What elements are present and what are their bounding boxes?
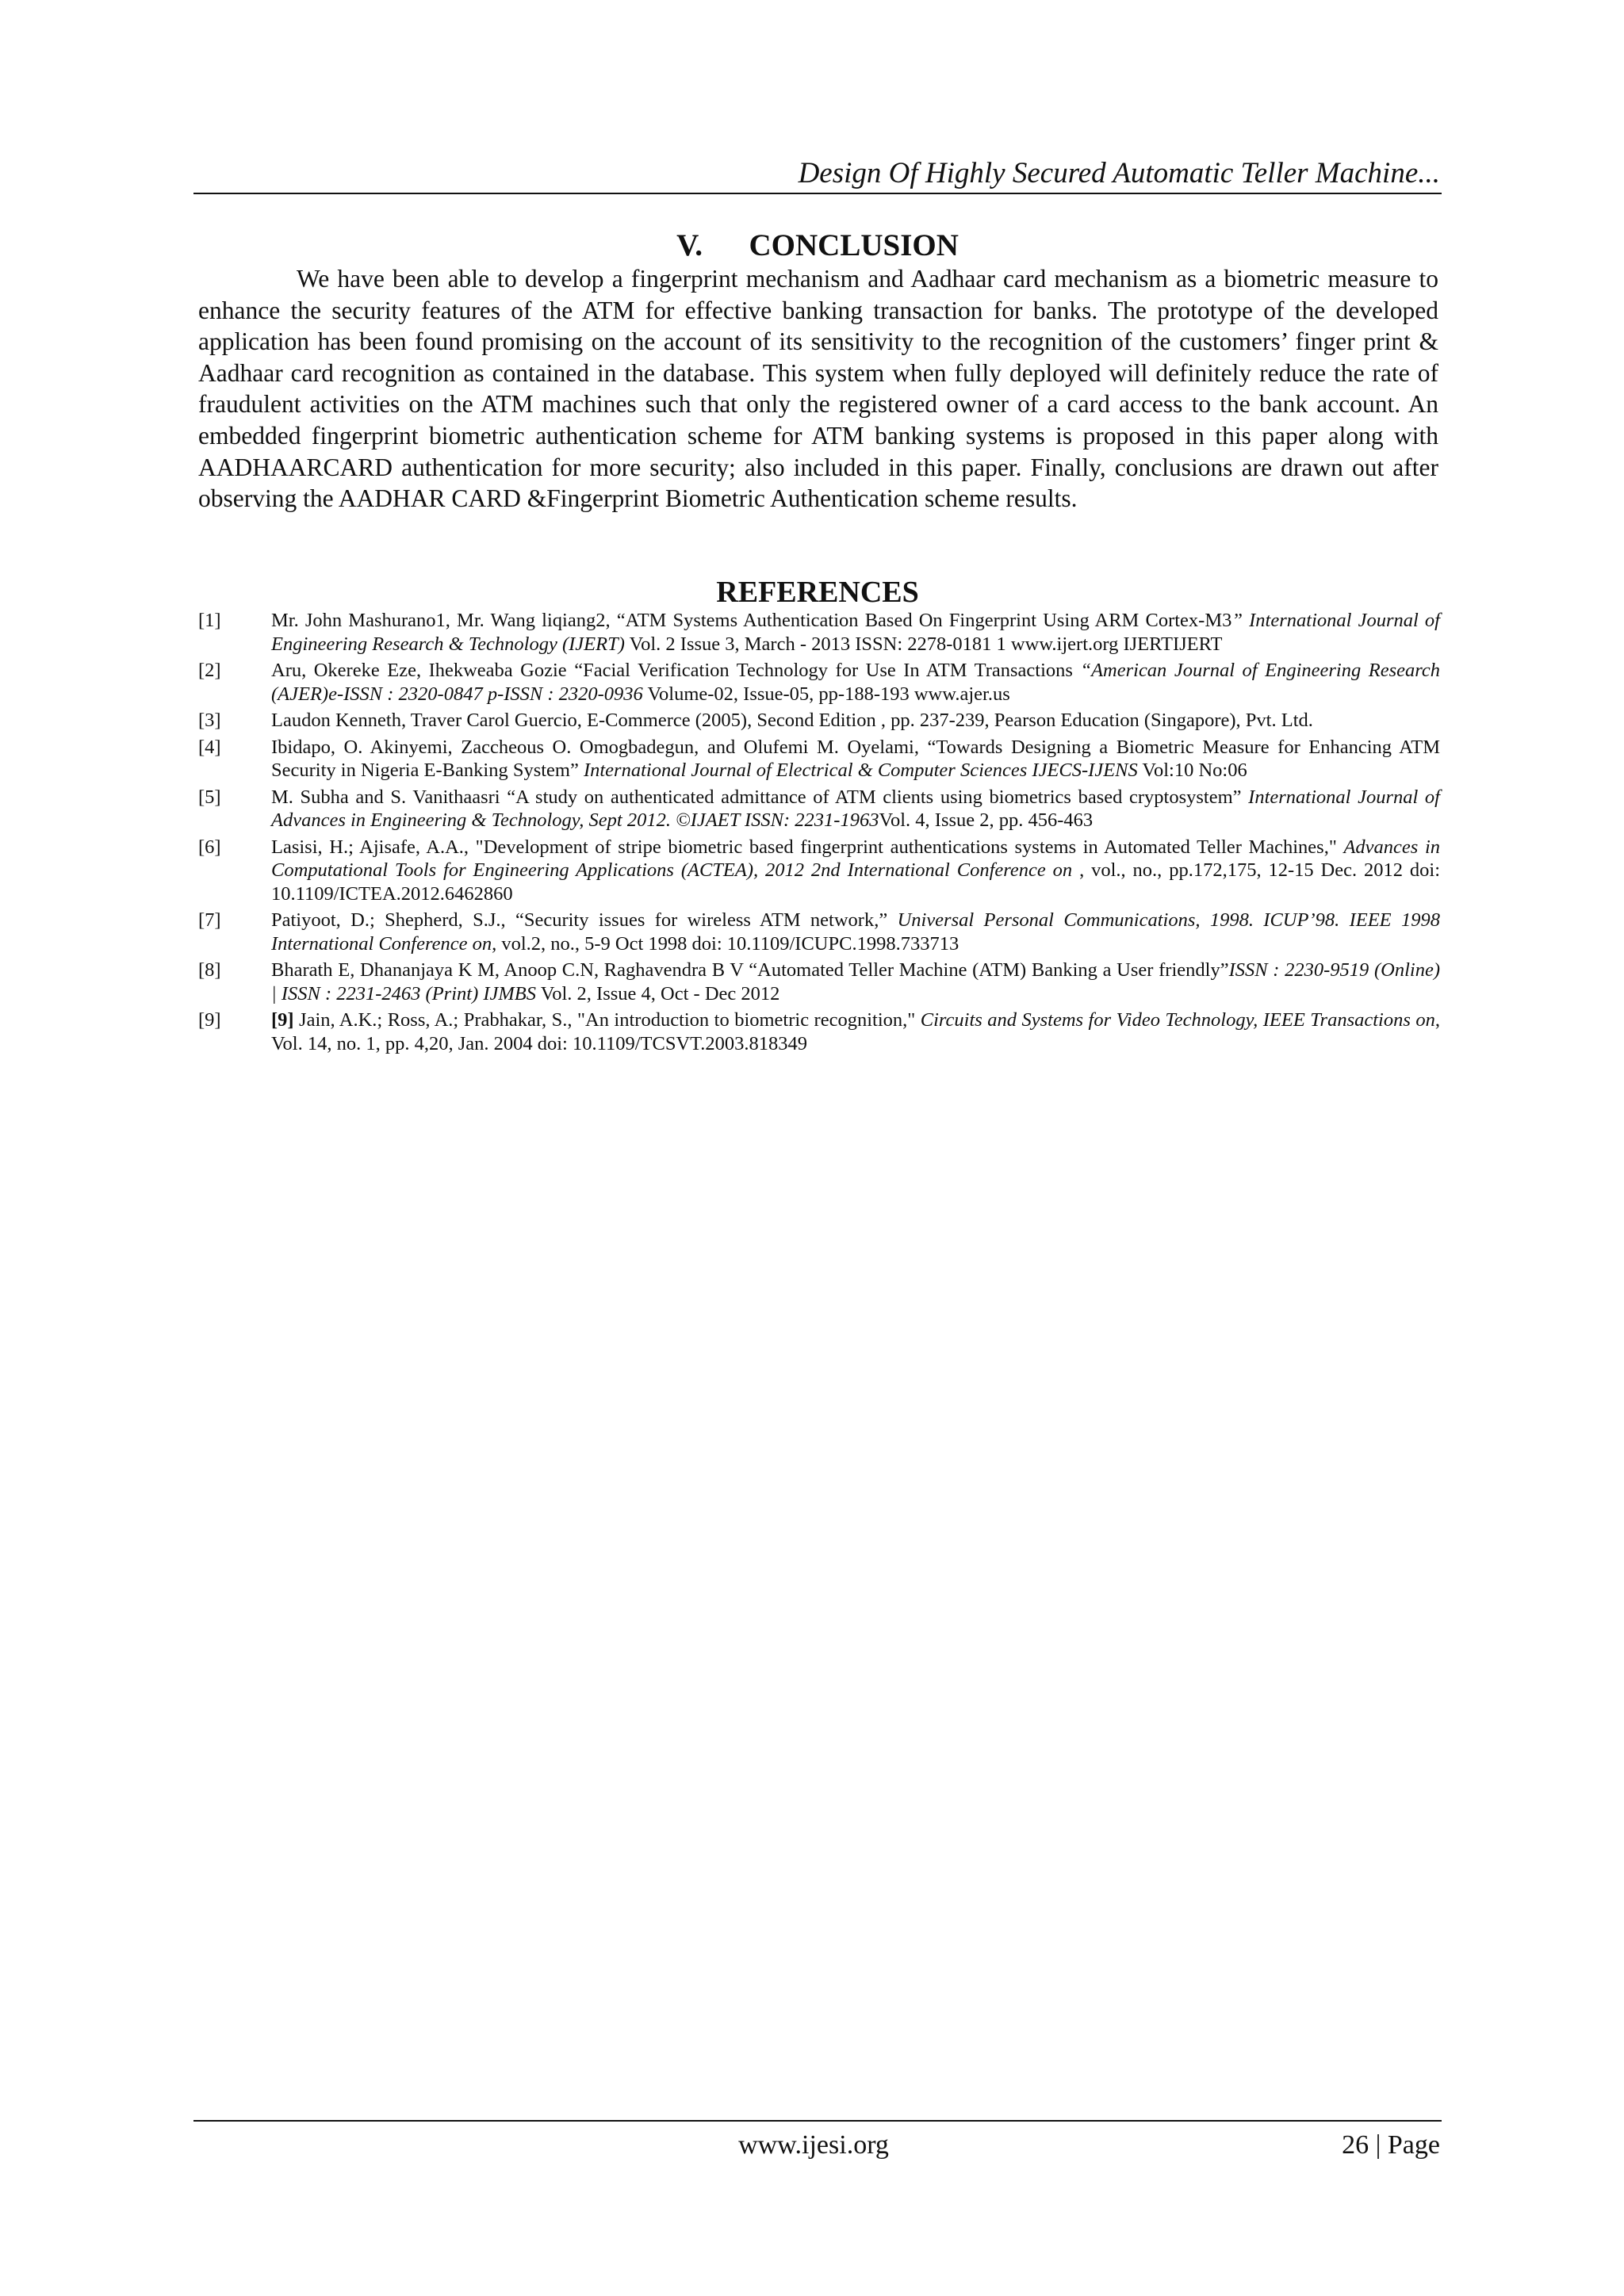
reference-text: Laudon Kenneth, Traver Carol Guercio, E-Commerce (2005), Second Edition , pp. 237-239, Pearson Education (Singapore), Pvt. Ltd. <box>271 710 1313 731</box>
conclusion-paragraph: We have been able to develop a fingerprint mechanism and Aadhaar card mechanism as a biometric measure to enhance the security features of the ATM for effective banking transaction for banks. The prototype of the developed application has been found promising on the account of its sensitivity to the recognition of the customers’ finger print & Aadhaar card recognition as contained in the database. This system when fully deployed will definitely reduce the rate of fraudulent activities on the ATM machines such that only the registered owner of a card access to the bank account. An embedded fingerprint biometric authentication scheme for ATM banking systems is proposed in this paper along with AADHAARCARD authentication for more security; also included in this paper. Finally, conclusions are drawn out after observing the AADHAR CARD &Fingerprint Biometric Authentication scheme results. <box>198 265 1438 513</box>
reference-text: Ibidapo, O. Akinyemi, Zaccheous O. Omogbadegun, and Olufemi M. Oyelami, “Towards Designing a Biometric Measure for Enhancing ATM Security in Nigeria E-Banking System” International Journal of Electrical & Computer Sciences IJECS-IJENS Vol:10 No:06 <box>271 736 1440 781</box>
reference-text: Patiyoot, D.; Shepherd, S.J., “Security issues for wireless ATM network,” Universal Personal Communications, 1998. ICUP’98. IEEE 1998 International Conference on, vol.2, no., 5-9 Oct 1998 doi: 10.1109/ICUPC.1998.733713 <box>271 909 1440 955</box>
footer-rule <box>193 2120 1442 2122</box>
reference-text: Lasisi, H.; Ajisafe, A.A., "Development of stripe biometric based fingerprint authentications systems in Automated Teller Machines," Advances in Computational Tools for Engineering Applications (ACTEA), 2012 2nd International Conference on , vol., no., pp.172,175, 12-15 Dec. 2012 doi: 10.1109/ICTEA.2012.6462860 <box>271 836 1441 905</box>
reference-number: [9] <box>198 1009 221 1031</box>
reference-text: M. Subha and S. Vanithaasri “A study on authenticated admittance of ATM clients using biometrics based cryptosystem” International Journal of Advances in Engineering & Technology, Sept 2012. ©IJAET ISSN: 2231-1963Vol. 4, Issue 2, pp. 456-463 <box>271 786 1440 831</box>
header-rule <box>193 193 1442 194</box>
reference-text: [9] Jain, A.K.; Ross, A.; Prabhakar, S., "An introduction to biometric recognition," Circuits and Systems for Video Technology, IEEE Transactions on, Vol. 14, no. 1, pp. 4,20, Jan. 2004 doi: 10.1109/TCSVT.2003.818349 <box>271 1009 1440 1054</box>
section-title: CONCLUSION <box>749 228 959 262</box>
reference-text: Aru, Okereke Eze, Ihekweaba Gozie “Facial Verification Technology for Use In ATM Transactions “American Journal of Engineering Research (AJER)e-ISSN : 2320-0847 p-ISSN : 2320-0936 Volume-02, Issue-05, pp-188-193 www.ajer.us <box>271 660 1440 705</box>
reference-item <box>198 836 1440 906</box>
reference-list <box>198 609 1440 1058</box>
reference-number: [6] <box>198 836 221 858</box>
reference-item <box>198 659 1440 706</box>
footer-url: www.ijesi.org <box>738 2130 889 2160</box>
reference-item <box>198 609 1440 656</box>
reference-item <box>198 1008 1440 1055</box>
section-number: V. <box>676 228 703 262</box>
references-heading: REFERENCES <box>716 576 919 609</box>
reference-number: [1] <box>198 610 221 631</box>
reference-item <box>198 709 1440 733</box>
section-heading-conclusion <box>195 227 1440 265</box>
reference-item <box>198 909 1440 955</box>
reference-item <box>198 786 1440 832</box>
reference-text: Mr. John Mashurano1, Mr. Wang liqiang2, “ATM Systems Authentication Based On Fingerprint Using ARM Cortex-M3” International Journal of Engineering Research & Technology (IJERT) Vol. 2 Issue 3, March - 2013 ISSN: 2278-0181 1 www.ijert.org IJERTIJERT <box>271 610 1440 655</box>
reference-number: [7] <box>198 909 221 931</box>
reference-text: Bharath E, Dhananjaya K M, Anoop C.N, Raghavendra B V “Automated Teller Machine (ATM) Banking a User friendly”ISSN : 2230-9519 (Online) | ISSN : 2231-2463 (Print) IJMBS Vol. 2, Issue 4, Oct - Dec 2012 <box>271 959 1440 1004</box>
reference-number: [2] <box>198 660 221 681</box>
reference-number: [4] <box>198 736 221 758</box>
reference-item <box>198 959 1440 1005</box>
reference-number: [8] <box>198 959 221 981</box>
page-number: 26 | Page <box>1342 2130 1440 2160</box>
reference-number: [3] <box>198 710 221 731</box>
reference-number: [5] <box>198 786 221 808</box>
reference-item <box>198 736 1440 783</box>
running-title: Design Of Highly Secured Automatic Teller Machine... <box>798 157 1440 189</box>
